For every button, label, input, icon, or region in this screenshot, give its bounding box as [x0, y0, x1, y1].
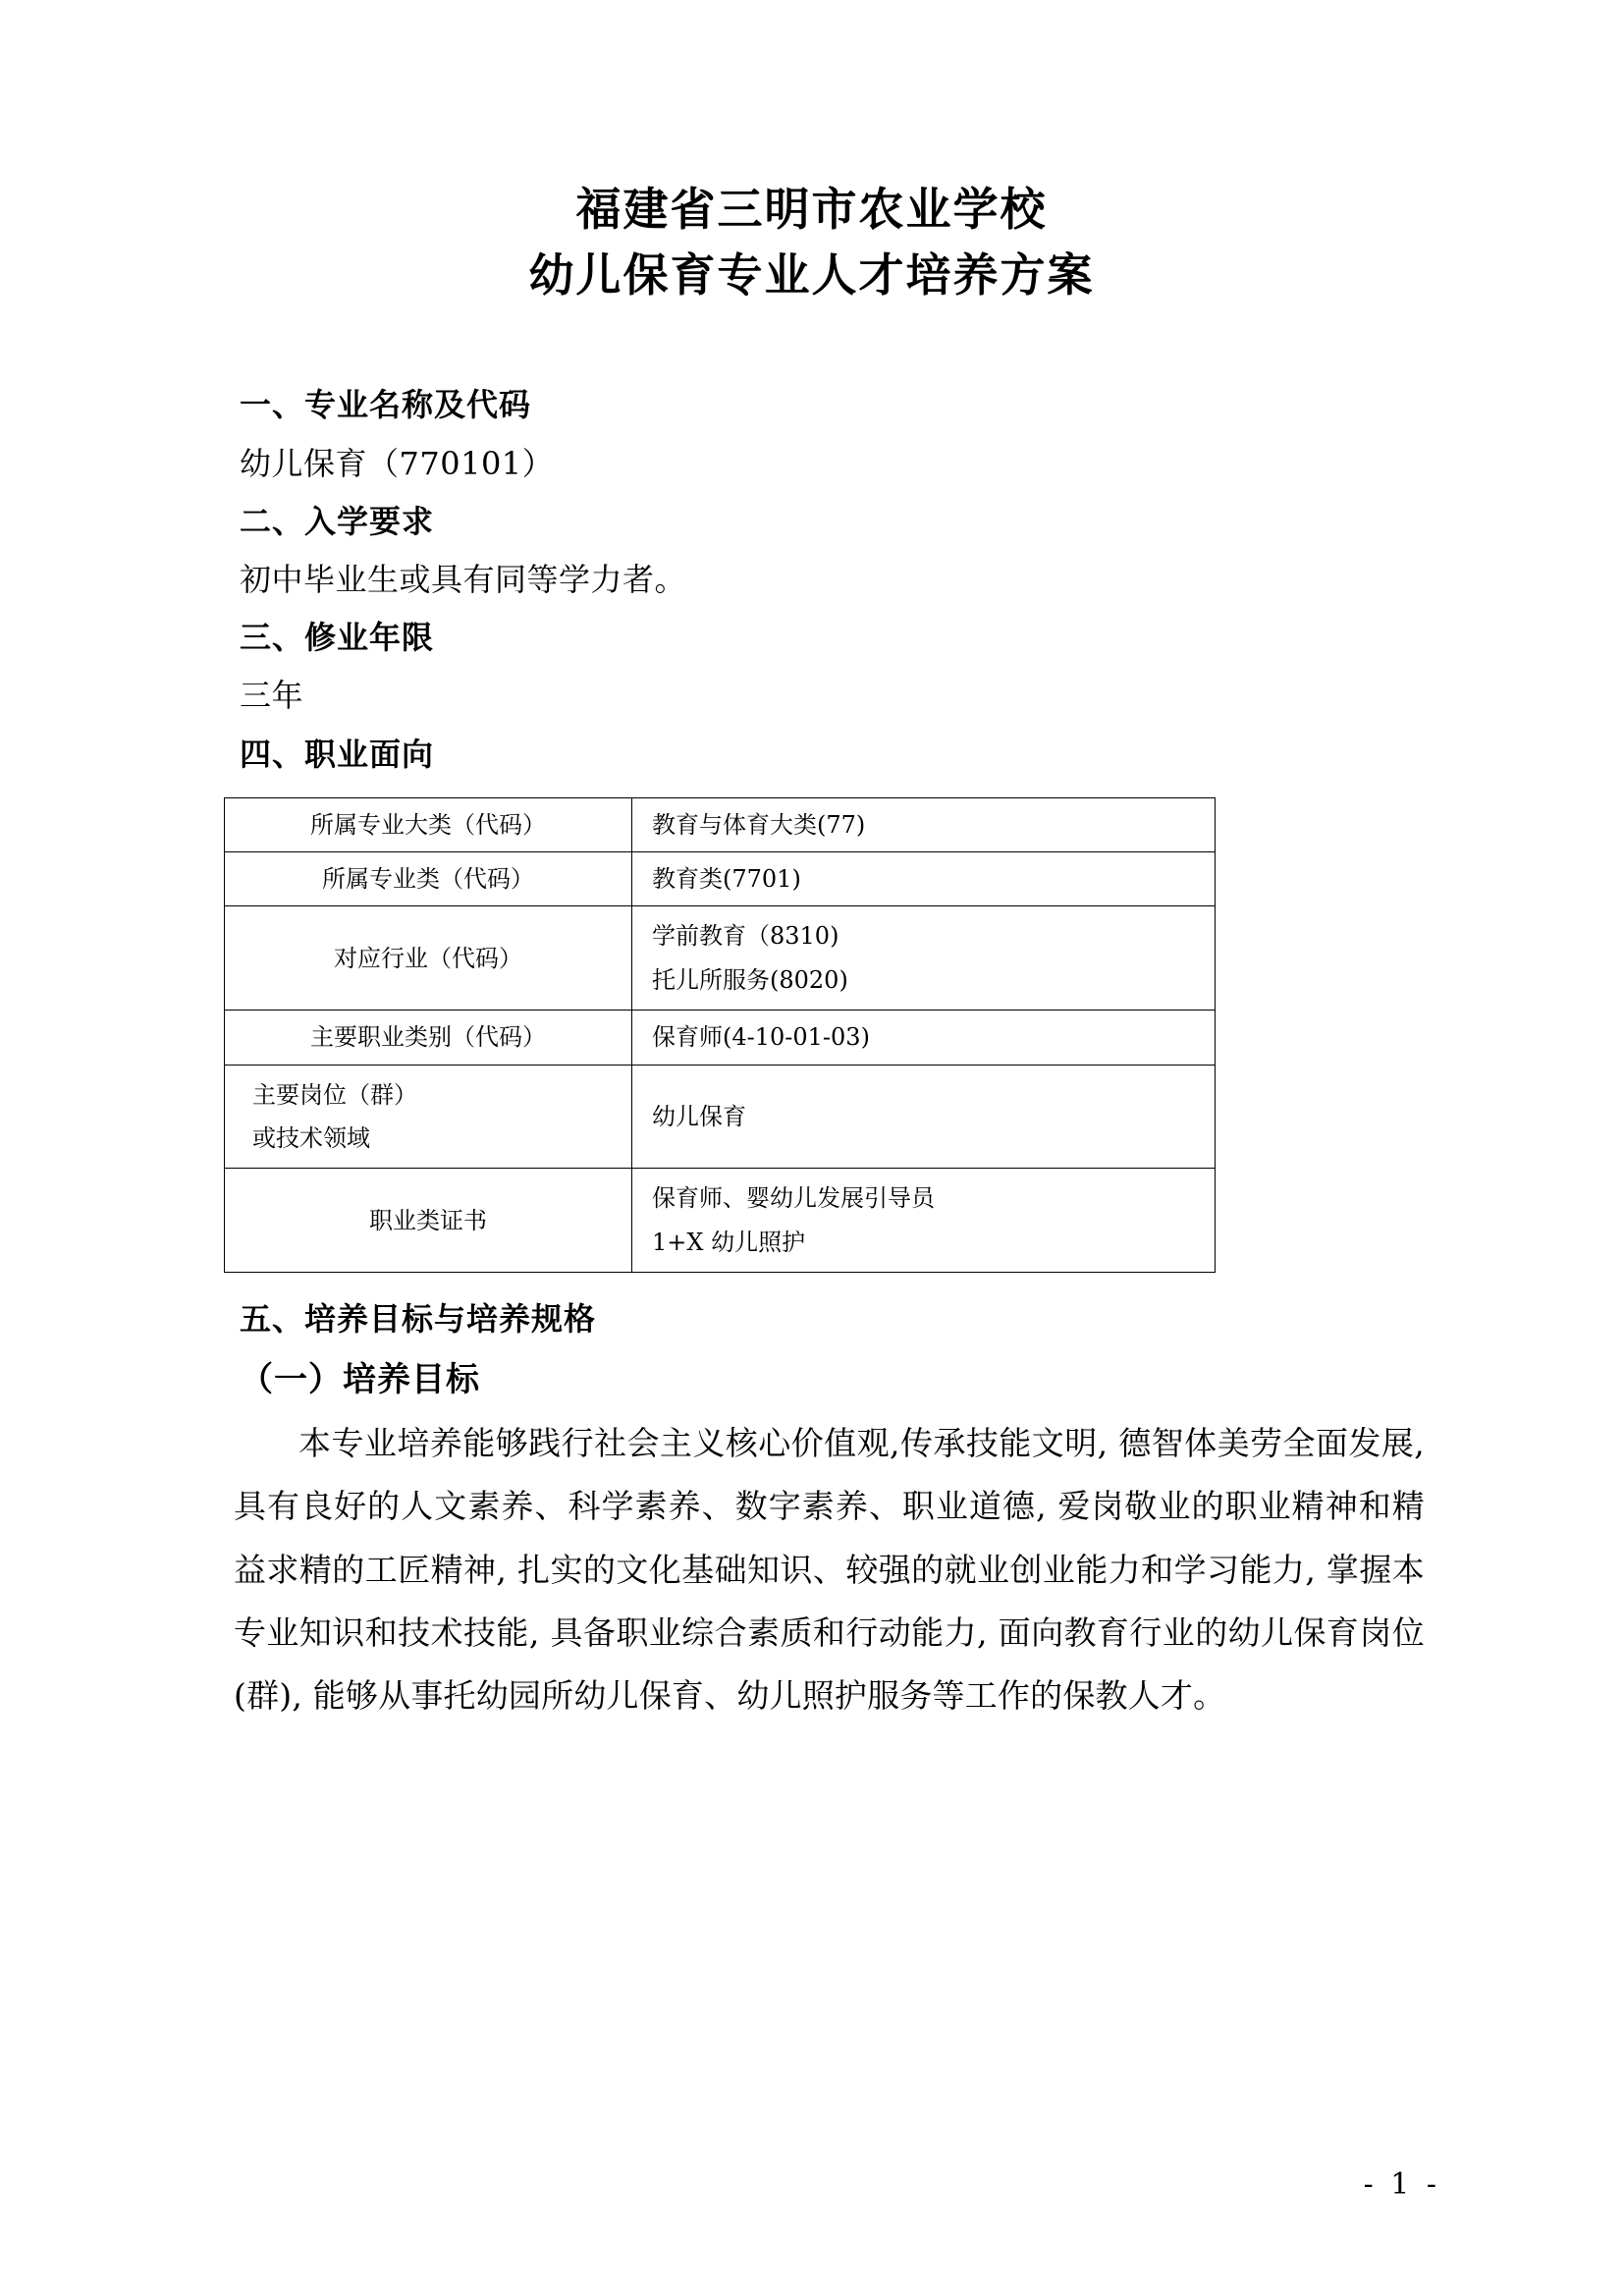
page-title-line-2: 幼儿保育专业人才培养方案 [528, 247, 1095, 301]
table-row [225, 906, 1216, 1011]
table-cell-label-line: 或技术领域 [252, 1124, 370, 1153]
page-title-line-1: 福建省三明市农业学校 [575, 183, 1048, 236]
table-cell-label-line: 主要岗位（群） [252, 1080, 417, 1109]
table-cell-label: 主要职业类别（代码） [225, 1011, 632, 1065]
table-cell-value: 幼儿保育 [632, 1065, 1216, 1169]
table-cell-value-line: 托儿所服务(8020) [652, 965, 848, 994]
table-cell-label: 所属专业类（代码） [225, 852, 632, 906]
occupation-orientation-table [224, 797, 1216, 1274]
training-goal-paragraph: 本专业培养能够践行社会主义核心价值观,传承技能文明, 德智体美劳全面发展, 具有良好的人文素养、科学素养、数字素养、职业道德, 爱岗敬业的职业精神和精益求精的工匠精神, 扎实的文化基础知识、较强的就业创业能力和学习能力, 掌握本专业知识和技术技能, 具备职业综合素质和行动能力, 面向教育行业的幼儿保育岗位(群), 能够从事托幼园所幼儿保育、幼儿照护服务等工作的保教人才。 [234, 1423, 1425, 1716]
table-row [225, 852, 1216, 906]
section-paragraph-1: 幼儿保育（770101） [240, 444, 555, 482]
table-row [225, 1169, 1216, 1273]
title-spacer [177, 307, 1446, 376]
subsection-heading-training-goal: （一）培养目标 [240, 1360, 480, 1400]
section-paragraph-3: 三年 [240, 677, 304, 715]
table-cell-value: 教育与体育大类(77) [632, 797, 1216, 851]
section-heading-1: 一、专业名称及代码 [240, 386, 532, 424]
table-row [225, 1065, 1216, 1169]
table-cell-label [225, 1065, 632, 1169]
table-cell-value [632, 906, 1216, 1011]
table-row [225, 1011, 1216, 1065]
section-heading-4: 四、职业面向 [240, 735, 435, 773]
section-heading-3: 三、修业年限 [240, 619, 435, 657]
table-cell-value-line: 学前教育（8310) [652, 922, 839, 951]
table-cell-value: 教育类(7701) [632, 852, 1216, 906]
table-cell-label: 职业类证书 [225, 1169, 632, 1273]
section-heading-2: 二、入学要求 [240, 502, 435, 540]
table-cell-label: 所属专业大类（代码） [225, 797, 632, 851]
section-paragraph-2: 初中毕业生或具有同等学力者。 [240, 560, 687, 598]
table-cell-value [632, 1169, 1216, 1273]
table-cell-value-line: 保育师、婴幼儿发展引导员 [652, 1184, 935, 1213]
table-cell-value: 保育师(4-10-01-03) [632, 1011, 1216, 1065]
table-cell-label: 对应行业（代码） [225, 906, 632, 1011]
table-row [225, 797, 1216, 851]
section-heading-5: 五、培养目标与培养规格 [240, 1300, 597, 1339]
page-title [177, 177, 1446, 307]
page-number: - 1 - [1363, 2167, 1440, 2202]
table-cell-value-line: 1+X 幼儿照护 [652, 1228, 806, 1256]
